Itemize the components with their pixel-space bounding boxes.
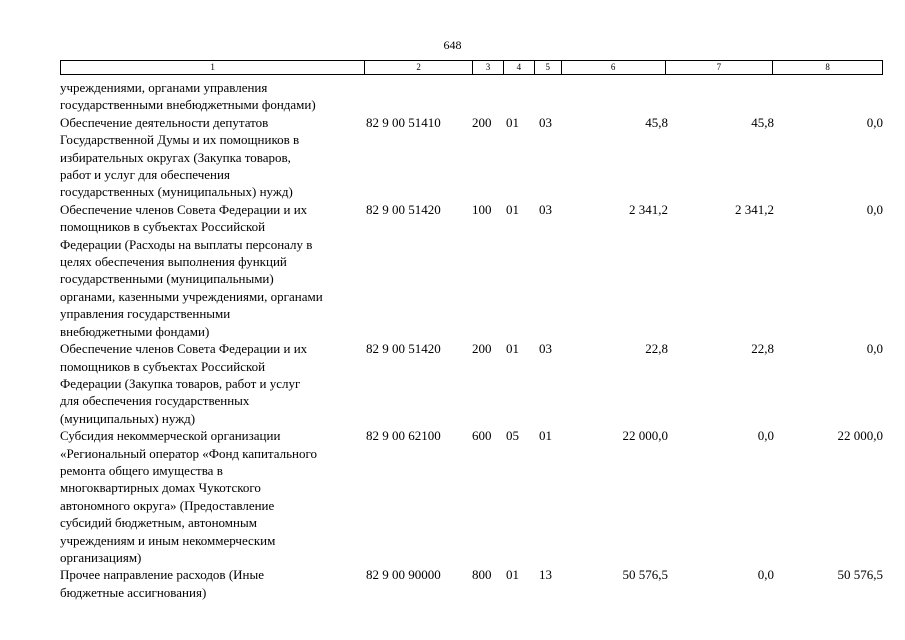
target-article-code: 82 9 00 90000 <box>366 567 441 583</box>
column-header-5: 5 <box>535 61 562 74</box>
column-header-8: 8 <box>825 62 830 72</box>
expense-type: 800 <box>472 567 492 583</box>
target-article-code: 82 9 00 51410 <box>366 114 441 130</box>
amount-column-6: 22,8 <box>645 341 668 357</box>
table-row <box>60 201 890 340</box>
amount-column-8: 0,0 <box>866 201 883 217</box>
row-description: Обеспечение членов Совета Федерации и их помощников в субъектах Российской Федерации (Расходы на выплаты персоналу в целях обеспечения выполнения функций государственными (муниципальными) органами, казенными учреждениями, органами управления государственными внебюджетными фондами) <box>60 201 323 339</box>
amount-column-7: 22,8 <box>751 341 774 357</box>
subsection-code: 03 <box>539 114 552 130</box>
amount-column-7: 2 341,2 <box>735 201 774 217</box>
target-article-code: 82 9 00 51420 <box>366 341 441 357</box>
row-description: Обеспечение деятельности депутатов Государственной Думы и их помощников в избирательных округах (Закупка товаров, работ и услуг для обеспечения государственных (муниципальных) нужд) <box>60 114 300 200</box>
column-header-1: 1 <box>61 61 365 74</box>
subsection-code: 13 <box>539 567 552 583</box>
section-code: 01 <box>506 201 519 217</box>
section-code: 01 <box>506 114 519 130</box>
amount-column-6: 50 576,5 <box>622 567 668 583</box>
column-number-header <box>60 60 883 75</box>
column-header-6: 6 <box>562 61 666 74</box>
section-code: 01 <box>506 567 519 583</box>
table-row <box>60 427 890 566</box>
amount-column-6: 45,8 <box>645 114 668 130</box>
amount-column-8: 50 576,5 <box>837 567 883 583</box>
amount-column-7: 0,0 <box>757 567 774 583</box>
table-row <box>60 114 890 201</box>
page-number: 648 <box>443 38 462 52</box>
row-description: учреждениями, органами управления государственными внебюджетными фондами) <box>60 80 316 113</box>
amount-column-7: 0,0 <box>757 428 774 444</box>
column-header-7: 7 <box>666 61 774 74</box>
amount-column-8: 0,0 <box>866 341 883 357</box>
expense-type: 100 <box>472 201 492 217</box>
subsection-code: 03 <box>539 341 552 357</box>
table-row <box>60 79 890 114</box>
amount-column-7: 45,8 <box>751 114 774 130</box>
amount-column-6: 22 000,0 <box>622 428 668 444</box>
row-description: Субсидия некоммерческой организации «Региональный оператор «Фонд капитального ремонта общего имущества в многоквартирных домах Чукотского автономного округа» (Предоставление субсидий бюджетным, автономным учреждениям и иным некоммерческим организациям) <box>60 428 318 565</box>
section-code: 05 <box>506 428 519 444</box>
column-header-3: 3 <box>473 61 504 74</box>
expense-type: 600 <box>472 428 492 444</box>
amount-column-8: 0,0 <box>866 114 883 130</box>
section-code: 01 <box>506 341 519 357</box>
table-row <box>60 566 890 601</box>
column-header-2: 2 <box>365 61 473 74</box>
table-row <box>60 340 890 427</box>
amount-column-8: 22 000,0 <box>837 428 883 444</box>
subsection-code: 03 <box>539 201 552 217</box>
target-article-code: 82 9 00 62100 <box>366 428 441 444</box>
column-header-4: 4 <box>504 61 535 74</box>
amount-column-6: 2 341,2 <box>629 201 668 217</box>
subsection-code: 01 <box>539 428 552 444</box>
expense-type: 200 <box>472 341 492 357</box>
expense-type: 200 <box>472 114 492 130</box>
target-article-code: 82 9 00 51420 <box>366 201 441 217</box>
row-description: Обеспечение членов Совета Федерации и их помощников в субъектах Российской Федерации (Закупка товаров, работ и услуг для обеспечения государственных (муниципальных) нужд) <box>60 341 308 426</box>
budget-table-body <box>60 79 890 601</box>
row-description: Прочее направление расходов (Иные бюджетные ассигнования) <box>60 567 265 600</box>
